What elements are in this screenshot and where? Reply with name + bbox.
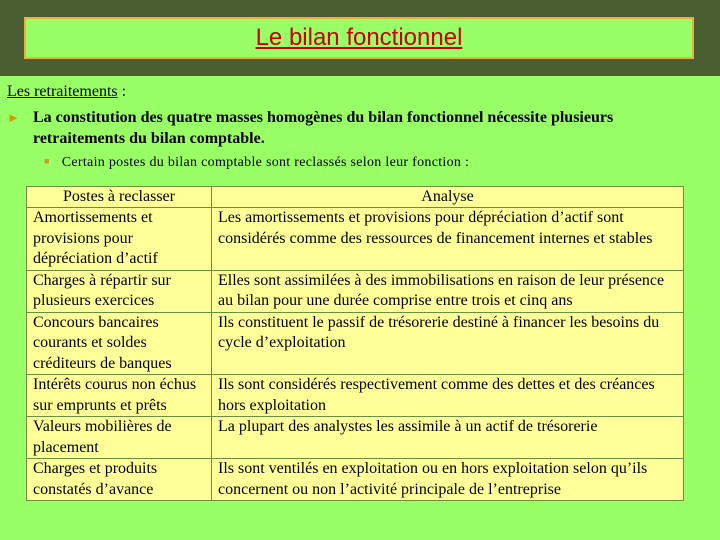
analyse-cell: Elles sont assimilées à des immobilisations en raison de leur présence au bilan pour une durée comprise entre trois et cinq ans [212,270,684,312]
poste-cell: Intérêts courus non échus sur emprunts et prêts [27,375,212,417]
main-bullet [7,107,707,149]
poste-cell: Amortissements et provisions pour dépréciation d’actif [27,208,212,271]
table-row [27,270,684,312]
table-header-row [27,187,684,208]
title-box [24,17,694,59]
section-label: Les retraitements [7,83,118,100]
section-colon: : [117,83,127,100]
column-header-analyse: Analyse [212,187,684,208]
analyse-cell: La plupart des analystes les assimile à un actif de trésorerie [212,417,684,459]
title-band [0,0,720,76]
analyse-cell: Ils constituent le passif de trésorerie destiné à financer les besoins du cycle d’exploitation [212,312,684,375]
sub-bullet [44,155,469,171]
analyse-cell: Ils sont considérés respectivement comme des dettes et des créances hors exploitation [212,375,684,417]
analyse-cell: Ils sont ventilés en exploitation ou en hors exploitation selon qu’ils concernent ou non l’activité principale de l’entreprise [212,459,684,501]
poste-cell: Concours bancaires courants et soldes créditeurs de banques [27,312,212,375]
retraitements-table [26,186,684,501]
sub-bullet-text: Certain postes du bilan comptable sont reclassés selon leur fonction : [61,155,470,170]
table-row [27,459,684,501]
table-row [27,417,684,459]
poste-cell: Charges à répartir sur plusieurs exercices [27,270,212,312]
column-header-postes: Postes à reclasser [27,187,212,208]
poste-cell: Valeurs mobilières de placement [27,417,212,459]
table-row [27,312,684,375]
analyse-cell: Les amortissements et provisions pour dépréciation d’actif sont considérés comme des ressources de financement internes et stables [212,208,684,271]
main-bullet-text: La constitution des quatre masses homogènes du bilan fonctionnel nécessite plusieurs retraitements du bilan comptable. [33,109,614,147]
section-heading [7,83,126,101]
table-row [27,375,684,417]
page-title: Le bilan fonctionnel [255,24,463,51]
square-bullet-icon: ■ [44,156,50,166]
poste-cell: Charges et produits constatés d’avance [27,459,212,501]
arrow-bullet-icon: ► [7,110,20,125]
table-row [27,208,684,271]
